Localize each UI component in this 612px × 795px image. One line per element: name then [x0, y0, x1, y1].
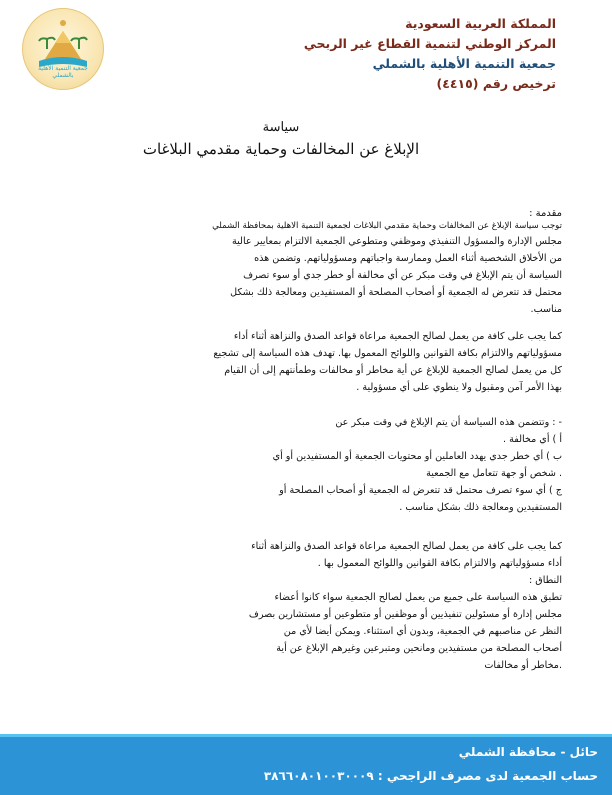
list-item: ج ) أي سوء تصرف محتمل قد تتعرض له الجمعية أو أصحاب المصلحة أو — [279, 485, 562, 496]
text-line: تطبق هذه السياسة على جميع من يعمل لصالح الجمعية سواء كانوا أعضاء — [274, 592, 562, 603]
text-line: السياسة أن يتم الإبلاغ في وقت مبكر عن أي مخالفة أو خطر جدي أو سوء تصرف — [243, 270, 562, 281]
text-line: مسؤولياتهم والالتزام بكافة القوانين واللوائح المعمول بها. تهدف هذه السياسة إلى تشجيع — [213, 348, 562, 359]
title-line-2: الإبلاغ عن المخالفات وحماية مقدمي البلاغات — [142, 140, 420, 158]
country-name: المملكة العربية السعودية — [405, 16, 556, 31]
letterhead — [196, 14, 556, 94]
document-body — [48, 205, 562, 674]
text-line: أصحاب المصلحة من مستفيدين ومانحين ومتبرعين وغيرهم الإبلاغ عن أية — [276, 643, 562, 654]
text-line: بهذا الأمر آمن ومقبول ولا ينطوي على أي مسؤولية . — [356, 382, 562, 393]
text-line: كما يجب على كافة من يعمل لصالح الجمعية مراعاة قواعد الصدق والنزاهة أثناء أداء — [233, 331, 562, 342]
text-line: محتمل قد تتعرض له الجمعية أو أصحاب المصلحة أو المستفيدين ومعالجة ذلك بشكل — [230, 287, 562, 298]
footer-location: حائل - محافظة الشملي — [458, 745, 598, 759]
paragraph-obligations — [48, 538, 562, 572]
list-item: ب ) أي خطر جدي يهدد العاملين أو محتويات الجمعية أو المستفيدين أو أي — [272, 451, 562, 462]
footer-bar — [0, 734, 612, 795]
text-line: مجلس إدارة أو مسئولين تنفيذيين أو موظفين أو متطوعين أو مستشارين بصرف — [248, 609, 562, 620]
logo-caption: جمعية التنمية الأهلية بالشملي — [38, 65, 88, 79]
text-line: كما يجب على كافة من يعمل لصالح الجمعية مراعاة قواعد الصدق والنزاهة أثناء — [251, 541, 562, 552]
document-title — [100, 118, 462, 160]
paragraph-integrity — [48, 328, 562, 396]
text-line: النظر عن مناصبهم في الجمعية، وبدون أي استثناء. ويمكن أيضا لأي من — [283, 626, 562, 637]
footer-bank-account: حساب الجمعية لدى مصرف الراجحي : ٣٨٦٦٠٨٠١٠٠٣٠٠٠٩ — [263, 769, 598, 783]
paragraph-intro — [48, 233, 562, 318]
text-line: كل من يعمل لصالح الجمعية للإبلاغ عن أية مخاطر أو مخالفات وطمأنتهم إلى أن القيام — [224, 365, 562, 376]
association-logo — [22, 8, 104, 90]
list-item: . شخص أو جهة تتعامل مع الجمعية — [426, 468, 562, 479]
association-name: جمعية التنمية الأهلية بالشملي — [372, 56, 556, 71]
list-item: أ ) أي مخالفة . — [502, 434, 562, 445]
list-item: - : وتتضمن هذه السياسة أن يتم الإبلاغ في وقت مبكر عن — [335, 417, 562, 428]
title-line-1: سياسة — [262, 120, 300, 135]
text-line: مناسب. — [530, 304, 562, 315]
text-line: من الأخلاق الشخصية أثناء العمل وممارسة واجباتهم ومسؤولياتهم. وتضمن هذه — [254, 253, 562, 264]
list-item: المستفيدين ومعالجة ذلك بشكل مناسب . — [399, 502, 562, 513]
center-name: المركز الوطني لتنمية القطاع غير الربحي — [303, 36, 556, 51]
license-number: ترخيص رقم (٤٤١٥) — [436, 76, 556, 91]
intro-subline: توجب سياسة الإبلاغ عن المخالفات وحماية مقدمي البلاغات لجمعية التنمية الاهلية بمحافظة الشملي — [212, 221, 562, 231]
paragraph-scope — [48, 589, 562, 674]
intro-heading: مقدمة : — [529, 208, 562, 219]
text-line: مجلس الإدارة والمسؤول التنفيذي وموظفي ومتطوعي الجمعية الالتزام بمعايير عالية — [232, 236, 562, 247]
reporting-list — [48, 414, 562, 516]
text-line: أداء مسؤولياتهم والالتزام بكافة القوانين واللوائح المعمول بها . — [317, 558, 562, 569]
scope-heading: النطاق : — [528, 575, 562, 586]
text-line: .مخاطر أو مخالفات — [484, 660, 562, 671]
